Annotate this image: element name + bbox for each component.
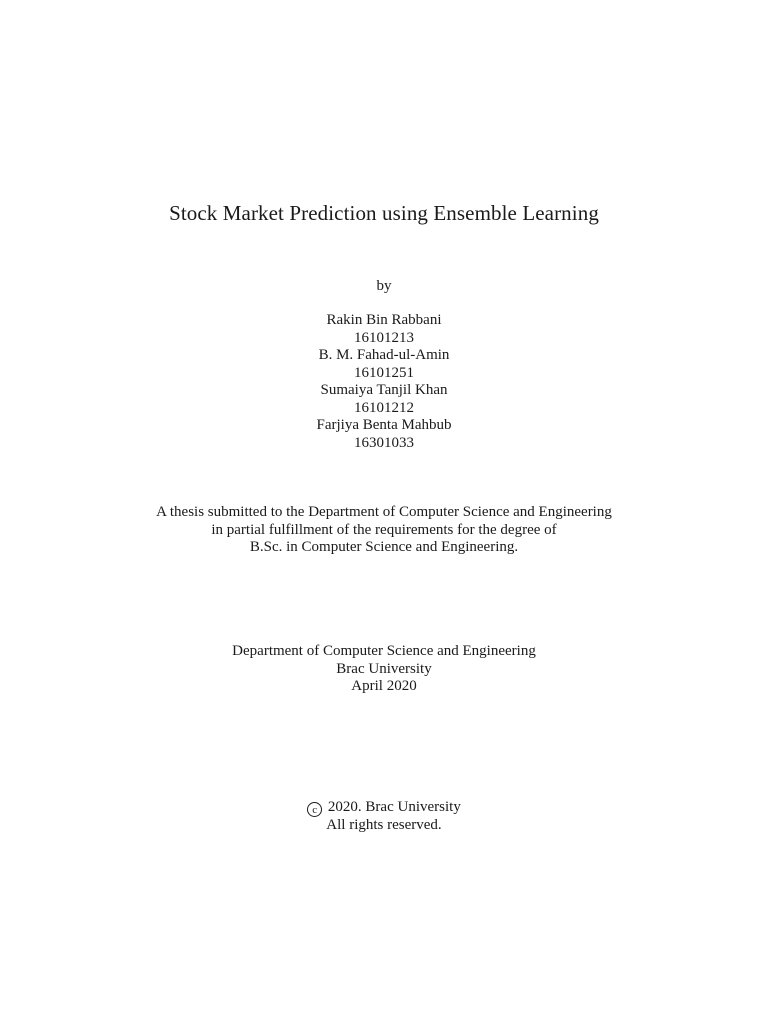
thesis-title: Stock Market Prediction using Ensemble Learning: [169, 201, 599, 225]
statement-line: B.Sc. in Computer Science and Engineering.: [249, 539, 519, 555]
author-name: Rakin Bin Rabbani: [326, 312, 442, 328]
copyright-block: [0, 799, 768, 835]
submission-date: April 2020: [351, 678, 417, 694]
author-name: Farjiya Benta Mahbub: [316, 417, 452, 433]
university-name: Brac University: [336, 660, 432, 677]
author-name: Sumaiya Tanjil Khan: [320, 382, 448, 398]
rights-reserved: All rights reserved.: [326, 817, 442, 833]
author-id: 16101212: [354, 399, 414, 416]
department-name: Department of Computer Science and Engineering: [232, 643, 536, 659]
by-label: by: [376, 278, 392, 294]
copyright-line: [0, 799, 768, 817]
thesis-statement: [0, 504, 768, 557]
statement-line: A thesis submitted to the Department of Computer Science and Engineering: [156, 504, 612, 520]
copyright-text: 2020. Brac University: [327, 799, 461, 815]
author-id: 16101251: [354, 364, 414, 381]
copyright-icon: c: [307, 802, 322, 817]
author-name: B. M. Fahad-ul-Amin: [318, 347, 450, 363]
statement-line: in partial fulfillment of the requirements for the degree of: [211, 521, 557, 538]
author-id: 16301033: [354, 434, 414, 451]
institution-block: [0, 643, 768, 696]
author-id: 16101213: [354, 329, 414, 346]
author-list: [0, 312, 768, 452]
